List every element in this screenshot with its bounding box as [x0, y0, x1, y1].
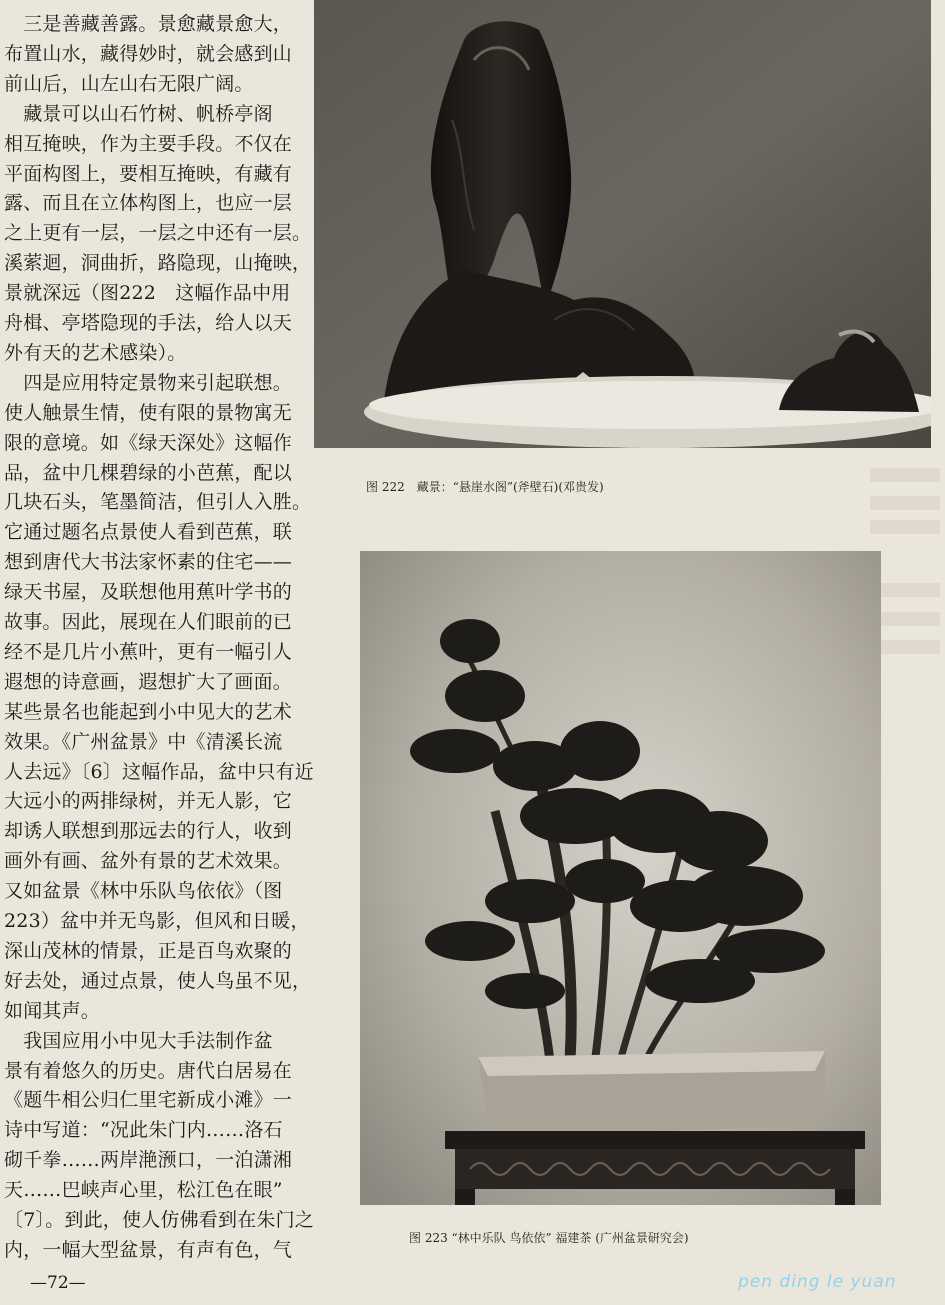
body-text-line: 景有着悠久的历史。唐代白居易在 — [4, 1059, 293, 1082]
body-text-line: 人去远》〔6〕这幅作品，盆中只有近 — [4, 760, 314, 783]
body-text-line: 限的意境。如《绿天深处》这幅作 — [4, 431, 293, 454]
body-text-line: 它通过题名点景使人看到芭蕉，联 — [4, 521, 293, 544]
body-text-line: 遐想的诗意画，遐想扩大了画面。 — [4, 670, 293, 693]
bleed-through-mark — [870, 468, 940, 482]
figure-222-photo — [314, 0, 931, 448]
figure-223-caption: 图 223 “林中乐队 鸟依依” 福建茶 (广州盆景研究会) — [409, 1231, 689, 1245]
body-text-line: 品，盆中几棵碧绿的小芭蕉，配以 — [4, 461, 293, 484]
body-text-line: 223）盆中并无鸟影，但风和日暖， — [4, 910, 310, 932]
body-text-line: 露、而且在立体构图上，也应一层 — [4, 192, 293, 215]
body-text-line: 却诱人联想到那远去的行人，收到 — [4, 820, 293, 843]
body-text-line: 平面构图上，要相互掩映，有藏有 — [4, 162, 293, 185]
body-text-line: 三是善藏善露。景愈藏景愈大， — [4, 13, 293, 35]
body-text-line: 画外有画、盆外有景的艺术效果。 — [4, 850, 293, 873]
body-text-line: 深山茂林的情景，正是百鸟欢聚的 — [4, 939, 293, 962]
body-text-line: 经不是几片小蕉叶，更有一幅引人 — [4, 640, 293, 663]
body-text-line: 溪萦迴，洞曲折，路隐现，山掩映， — [4, 252, 312, 275]
bleed-through-mark — [870, 520, 940, 534]
body-text-line: 效果。《广州盆景》中《清溪长流 — [4, 730, 283, 753]
bleed-through-mark — [870, 496, 940, 510]
figure-223-photo — [360, 551, 881, 1205]
body-text-line: 如闻其声。 — [4, 999, 101, 1022]
body-text-line: 舟楫、亭塔隐现的手法，给人以天 — [4, 312, 293, 334]
body-text-line: 几块石头，笔墨简洁，但引人入胜。 — [4, 491, 312, 514]
body-text-line: 又如盆景《林中乐队鸟依依》（图 — [4, 880, 283, 903]
body-text-line: 好去处，通过点景，使人鸟虽不见， — [4, 969, 312, 992]
body-text-line: 之上更有一层，一层之中还有一层。 — [4, 222, 312, 245]
body-text-line: 想到唐代大书法家怀素的住宅—— — [4, 551, 293, 574]
body-text-line: 藏景可以山石竹树、帆桥亭阁 — [4, 102, 273, 125]
body-text-line: 天……巴峡声心里，松江色在眼” — [4, 1179, 283, 1202]
body-text-line: 某些景名也能起到小中见大的艺术 — [4, 700, 293, 723]
body-text-line: 外有天的艺术感染）。 — [4, 341, 187, 364]
watermark: pen ding le yuan — [738, 1272, 897, 1292]
body-text-line: 砌千拳……两岸滟滪口，一泊潇湘 — [4, 1149, 293, 1172]
body-text-line: 〔7〕。到此，使人仿佛看到在朱门之 — [4, 1209, 314, 1231]
body-text-line: 故事。因此，展现在人们眼前的已 — [4, 611, 293, 633]
figure-222-caption: 图 222 藏景：“悬崖水阁”(斧壁石)(邓贵发) — [366, 480, 604, 494]
body-text-line: 《题牛相公归仁里宅新成小滩》一 — [4, 1089, 293, 1112]
body-text-line: 前山后，山左山右无限广阔。 — [4, 72, 254, 95]
body-text-line: 内，一幅大型盆景，有声有色，气 — [4, 1238, 293, 1261]
body-text-line: 诗中写道：“况此朱门内……洛石 — [4, 1119, 283, 1142]
body-text-line: 布置山水，藏得妙时，就会感到山 — [4, 42, 293, 65]
body-text-line: 相互掩映，作为主要手段。不仅在 — [4, 132, 293, 155]
body-text-line: 使人触景生情，使有限的景物寓无 — [4, 401, 293, 424]
body-text-line: 绿天书屋，及联想他用蕉叶学书的 — [4, 581, 293, 604]
body-text-line: 大远小的两排绿树，并无人影，它 — [4, 790, 293, 813]
body-text-line: 四是应用特定景物来引起联想。 — [4, 371, 293, 394]
body-text-line: 我国应用小中见大手法制作盆 — [4, 1029, 273, 1052]
page-number: —72— — [30, 1273, 86, 1293]
body-text-line: 景就深远（图222 这幅作品中用 — [4, 282, 291, 305]
